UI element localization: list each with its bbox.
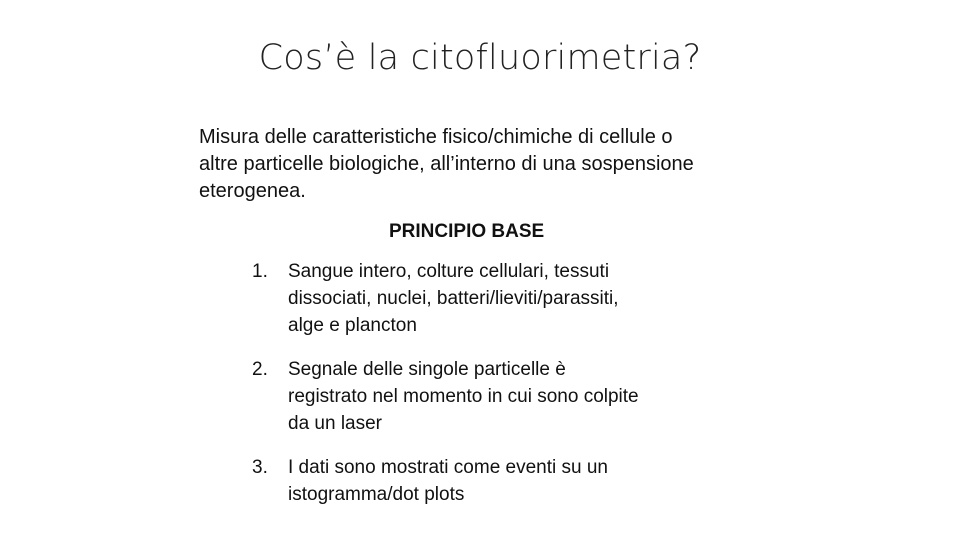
slide-title-text: Cos’è la citofluorimetria?: [258, 38, 702, 78]
list-item-text: I dati sono mostrati come eventi su un istogramma/dot plots: [288, 457, 608, 505]
list-item-number: 2.: [252, 359, 268, 380]
list-item: [252, 258, 722, 339]
list-item-text: Segnale delle singole particelle è registrato nel momento in cui sono colpite da un laser: [288, 359, 639, 434]
list-item-number: 1.: [252, 261, 268, 282]
principle-list: [252, 258, 722, 525]
intro-text: Misura delle caratteristiche fisico/chimiche di cellule o altre particelle biologiche, all’interno di una sospensione eterogenea.: [199, 126, 694, 202]
intro-paragraph: [199, 124, 799, 205]
list-item-number: 3.: [252, 457, 268, 478]
list-item: [252, 356, 722, 437]
slide-title: [0, 38, 960, 78]
section-heading: PRINCIPIO BASE: [389, 221, 545, 242]
list-item-text: Sangue intero, colture cellulari, tessuti dissociati, nuclei, batteri/lieviti/parassiti, alge e plancton: [288, 261, 619, 336]
list-item: [252, 454, 722, 508]
